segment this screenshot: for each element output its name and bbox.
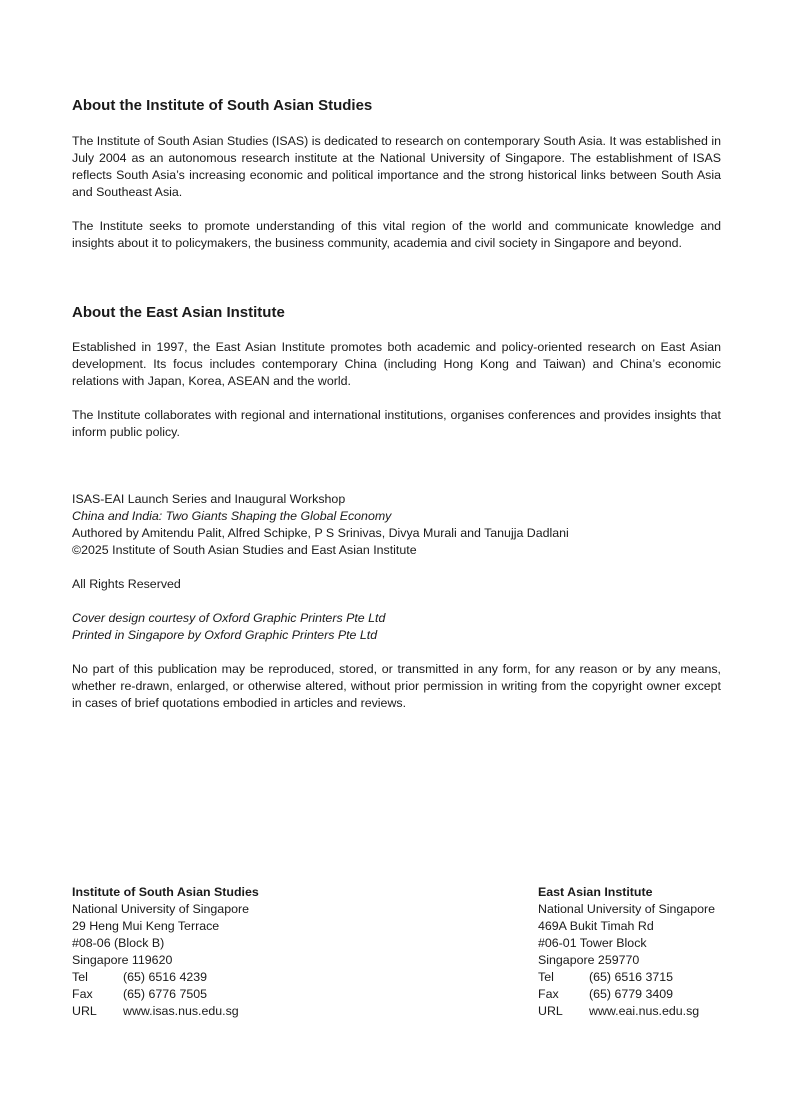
eai-url-link[interactable]: www.eai.nus.edu.sg [589,1004,700,1018]
eai-tel-value: (65) 6516 3715 [589,970,674,984]
eai-address-line: #06-01 Tower Block [538,936,647,950]
eai-fax-label: Fax [538,987,559,1001]
eai-tel-row [538,969,715,986]
eai-heading: About the East Asian Institute [72,304,285,321]
publication-title: China and India: Two Giants Shaping the Global Economy [72,509,392,523]
eai-paragraph-1: Established in 1997, the East Asian Institute promotes both academic and policy-oriented research on East Asian development. Its focus includes contemporary China (including Hong Kong and Taiwan) and China’s economic relations with Japan, Korea, ASEAN and the world. [72,340,721,388]
reproduction-notice: No part of this publication may be reproduced, stored, or transmitted in any form, for any reason or by any means, whether re-drawn, enlarged, or otherwise altered, without prior permission in writing from the copyright owner except in cases of brief quotations embodied in articles and reviews. [72,662,721,710]
isas-url-label: URL [72,1004,97,1018]
eai-paragraph-2: The Institute collaborates with regional and international institutions, organises conferences and provides insights that inform public policy. [72,408,721,439]
eai-address-name: East Asian Institute [538,885,653,899]
colophon [72,491,722,559]
authors-line: Authored by Amitendu Palit, Alfred Schipke, P S Srinivas, Divya Murali and Tanujja Dadlani [72,526,569,540]
isas-fax-row [72,986,259,1003]
isas-address-name: Institute of South Asian Studies [72,885,259,899]
eai-fax-value: (65) 6779 3409 [589,987,674,1001]
series-line: ISAS-EAI Launch Series and Inaugural Workshop [72,492,346,506]
copyright-line: ©2025 Institute of South Asian Studies and East Asian Institute [72,543,417,557]
eai-url-label: URL [538,1004,563,1018]
eai-fax-row [538,986,715,1003]
isas-fax-label: Fax [72,987,93,1001]
credits [72,610,722,644]
isas-tel-value: (65) 6516 4239 [123,970,208,984]
isas-address-line: 29 Heng Mui Keng Terrace [72,919,220,933]
rights-line: All Rights Reserved [72,577,181,591]
isas-url-link[interactable]: www.isas.nus.edu.sg [123,1004,239,1018]
isas-fax-value: (65) 6776 7505 [123,987,208,1001]
eai-url-row [538,1003,715,1020]
isas-paragraph-2: The Institute seeks to promote understanding of this vital region of the world and communicate knowledge and insights about it to policymakers, the business community, academia and civil society in Singapore and beyond. [72,219,721,250]
eai-tel-label: Tel [538,970,554,984]
isas-paragraph-1: The Institute of South Asian Studies (ISAS) is dedicated to research on contemporary South Asia. It was established in July 2004 as an autonomous research institute at the National University of Singapore. The establishment of ISAS reflects South Asia’s increasing economic and political importance and the strong historical links between South Asia and Southeast Asia. [72,134,721,199]
printed-credit: Printed in Singapore by Oxford Graphic Printers Pte Ltd [72,628,378,642]
eai-address-line: National University of Singapore [538,902,716,916]
isas-address-block [72,884,259,1020]
cover-credit: Cover design courtesy of Oxford Graphic Printers Pte Ltd [72,611,386,625]
eai-address-line: Singapore 259770 [538,953,640,967]
isas-url-row [72,1003,259,1020]
eai-address-line: 469A Bukit Timah Rd [538,919,654,933]
isas-tel-row [72,969,259,986]
isas-address-line: #08-06 (Block B) [72,936,165,950]
isas-address-line: National University of Singapore [72,902,250,916]
isas-heading: About the Institute of South Asian Studies [72,97,373,114]
eai-address-block [538,884,715,1020]
isas-address-line: Singapore 119620 [72,953,173,967]
isas-tel-label: Tel [72,970,88,984]
